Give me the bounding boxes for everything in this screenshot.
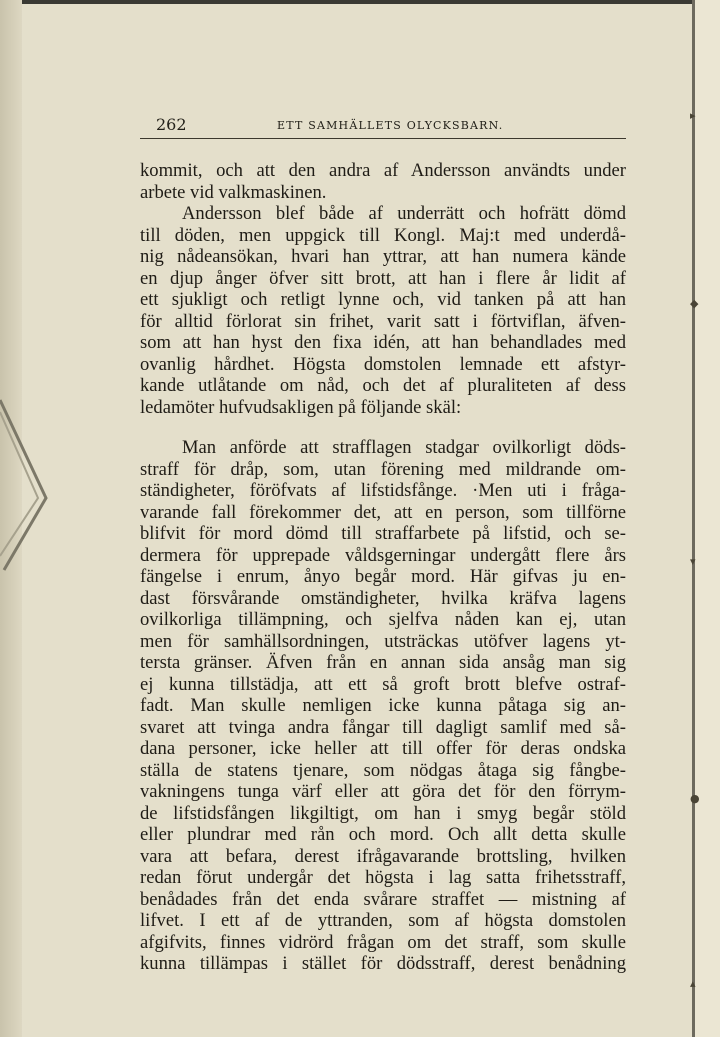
paragraph-gap <box>140 418 626 437</box>
text-line: eller plundrar med rån och mord. Och allt detta skulle <box>140 824 626 845</box>
text-line: till döden, men uppgick till Kongl. Maj:t med underdå- <box>140 224 626 246</box>
text-line: ställa de statens tjenare, som nödgas åtaga sig fångbe- <box>140 759 626 781</box>
text-line: nig nådeansökan, hvari han yttrar, att han numera kände <box>140 246 626 267</box>
edge-marker-icon: ▸ <box>690 109 696 122</box>
text-line: varande fall förekommer det, att en person, som tillförne <box>140 501 626 523</box>
text-line: för alltid förlorat sin frihet, varit satt i förtviflan, äfven- <box>140 310 626 332</box>
text-line: vakningens tunga värf eller att göra det för den förrym- <box>140 781 626 802</box>
text-line: ovanlig hårdhet. Högsta domstolen lemnade ett afstyr- <box>140 353 626 375</box>
text-line: ett sjukligt och retligt lynne och, vid tanken på att han <box>140 289 626 310</box>
text-line: afgifvits, finnes vidrörd frågan om det straff, som skulle <box>140 931 626 953</box>
text-line: kommit, och att den andra af Andersson användts under <box>140 160 626 181</box>
text-line: dana personer, icke heller att till offer för deras ondska <box>140 738 626 759</box>
text-line: lifvet. I ett af de yttranden, som af högsta domstolen <box>140 910 626 931</box>
text-line: ständigheter, föröfvats af lifstidsfånge. ·Men uti i fråga- <box>140 480 626 501</box>
text-line: fadt. Man skulle nemligen icke kunna påtaga sig an- <box>140 695 626 716</box>
paragraph <box>140 437 626 975</box>
text-line: vara att befara, derest ifrågavarande brottsling, hvilken <box>140 845 626 867</box>
text-line: som att han hyst den fixa idén, att han behandlades med <box>140 332 626 353</box>
edge-marker-icon: ● <box>690 792 700 805</box>
text-line: svaret att tvinga andra fångar till dagligt samlif med så- <box>140 716 626 738</box>
text-line: kande utlåtande om nåd, och det af pluraliteten af dess <box>140 375 626 396</box>
text-line: Andersson blef både af underrätt och hofrätt dömd <box>182 203 626 224</box>
page-top-edge <box>0 0 720 4</box>
text-line: en djup ånger öfver sitt brott, att han i flere år lidit af <box>140 267 626 289</box>
running-header <box>140 114 626 139</box>
paragraph <box>140 160 626 203</box>
text-line: arbete vid valkmaskinen. <box>140 181 327 203</box>
text-line: fängelse i enrum, ånyo begår mord. Här gifvas ju en- <box>140 566 626 587</box>
paragraph <box>140 203 626 418</box>
text-line: de lifstidsfången likgiltigt, om han i smyg begår stöld <box>140 802 626 824</box>
text-line: benådades från det enda svårare straffet — mistning af <box>140 888 626 910</box>
edge-marker-icon: ▾ <box>690 555 696 568</box>
text-line: blifvit för mord dömd till straffarbete på lifstid, och se- <box>140 523 626 544</box>
text-line: redan förut undergår det högsta i lag satta frihetsstraff, <box>140 867 626 888</box>
page-number: 262 <box>156 115 187 134</box>
text-line: dast försvårande omständigheter, hvilka kräfva lagens <box>140 587 626 609</box>
text-line: men för samhällsordningen, utsträckas utöfver lagens yt- <box>140 630 626 652</box>
text-line: straff för dråp, som, utan förening med mildrande om- <box>140 458 626 480</box>
running-head-title: ETT SAMHÄLLETS OLYCKSBARN. <box>277 119 504 132</box>
ribbon-bookmark-icon <box>0 380 60 590</box>
text-line: kunna tillämpas i stället för dödsstraff, derest benådning <box>140 953 626 974</box>
text-line: Man anförde att strafflagen stadgar ovilkorligt döds- <box>182 437 626 458</box>
text-line: ej kunna tillstädja, att ett så groft brott blefve ostraf- <box>140 673 626 695</box>
text-line: ledamöter hufvudsakligen på följande skäl: <box>140 396 462 418</box>
text-line: dermera för upprepade våldsgerningar undergått flere års <box>140 544 626 566</box>
edge-marker-icon: ◆ <box>690 297 699 310</box>
body-text <box>140 160 626 975</box>
edge-marker-icon: ▴ <box>690 977 696 990</box>
text-line: tersta gränser. Äfven från en annan sida ansåg man sig <box>140 652 626 673</box>
text-line: ovilkorliga tillämpning, och sjelfva nåden kan ej, utan <box>140 609 626 630</box>
next-page-strip <box>695 0 720 1037</box>
